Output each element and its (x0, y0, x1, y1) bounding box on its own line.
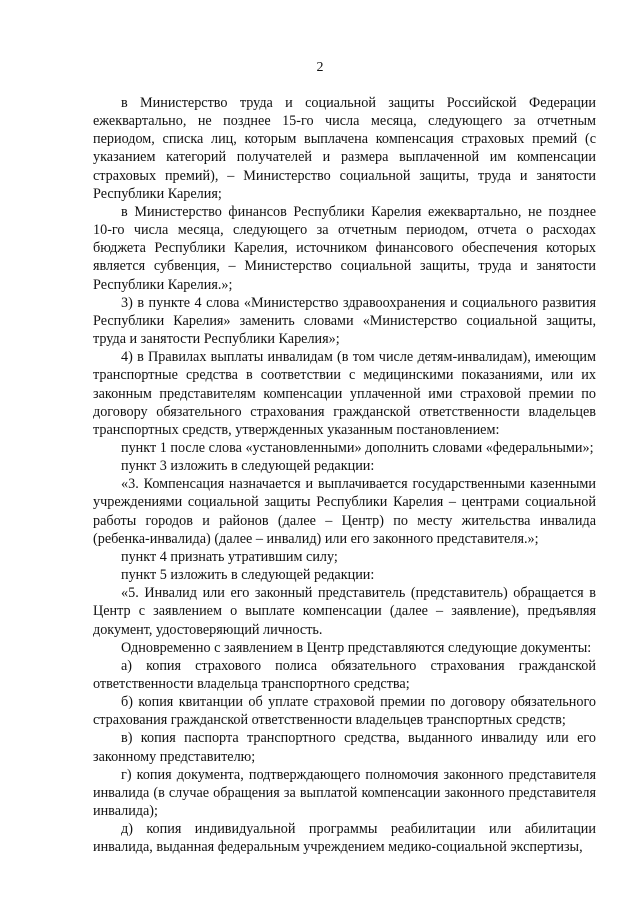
paragraph: 3) в пункте 4 слова «Министерство здравоохранения и социального развития Республики Карелия» заменить словами «Министерство социальной защиты, труда и занятости Республики Карелия»; (93, 294, 596, 348)
paragraph: пункт 3 изложить в следующей редакции: (121, 458, 375, 475)
page-number: 2 (316, 60, 324, 75)
paragraph: Одновременно с заявлением в Центр представляются следующие документы: (121, 639, 592, 656)
paragraph: в Министерство финансов Республики Карелия ежеквартально, не позднее 10-го числа месяца, следующего за отчетным периодом, отчета о расходах бюджета Республики Карелия, источником финансового обеспечения которых является субвенция, – Министерство социальной защиты, труда и занятости Республики Карелия.»; (93, 203, 596, 293)
paragraph: 4) в Правилах выплаты инвалидам (в том числе детям-инвалидам), имеющим транспортные средства в соответствии с медицинскими показаниями, или их законным представителям компенсации уплаченной ими страховой премии по договору обязательного страхования гражданской ответственности владельцев транспортных средств, утвержденных указанным постановлением: (93, 349, 596, 438)
paragraph: г) копия документа, подтверждающего полномочия законного представителя инвалида (в случае обращения за выплатой компенсации законного представителя инвалида); (93, 766, 596, 820)
paragraph: а) копия страхового полиса обязательного страхования гражданской ответственности владельца транспортного средства; (93, 657, 596, 692)
paragraph: в Министерство труда и социальной защиты Российской Федерации ежеквартально, не позднее 15-го числа месяца, следующего за отчетным периодом, списка лиц, которым выплачена компенсация страховых премий (с указанием категорий получателей и размера выплаченной им компенсации страховых премий), – Министерство социальной защиты, труда и занятости Республики Карелия; (93, 95, 596, 202)
paragraph: «5. Инвалид или его законный представитель (представитель) обращается в Центр с заявлением о выплате компенсации (далее – заявление), предъявляя документ, удостоверяющий личность. (93, 585, 596, 638)
paragraph: б) копия квитанции об уплате страховой премии по договору обязательного страхования гражданской ответственности владельцев транспортных средств; (93, 694, 596, 729)
paragraph: пункт 5 изложить в следующей редакции: (121, 567, 375, 584)
paragraph: в) копия паспорта транспортного средства, выданного инвалиду или его законному представителю; (93, 730, 596, 765)
paragraph: пункт 4 признать утратившим силу; (121, 548, 338, 565)
document-body (93, 94, 596, 857)
paragraph: д) копия индивидуальной программы реабилитации или абилитации инвалида, выданная федеральным учреждением медико-социальной экспертизы, (93, 821, 596, 856)
paragraph: пункт 1 после слова «установленными» дополнить словами «федеральными»; (121, 439, 594, 456)
paragraph: «3. Компенсация назначается и выплачивается государственными казенными учреждениями социальной защиты Республики Карелия – центрами социальной работы городов и районов (далее – Центр) по месту жительства инвалида (ребенка-инвалида) (далее – инвалид) или его законного представителя.»; (93, 476, 596, 547)
